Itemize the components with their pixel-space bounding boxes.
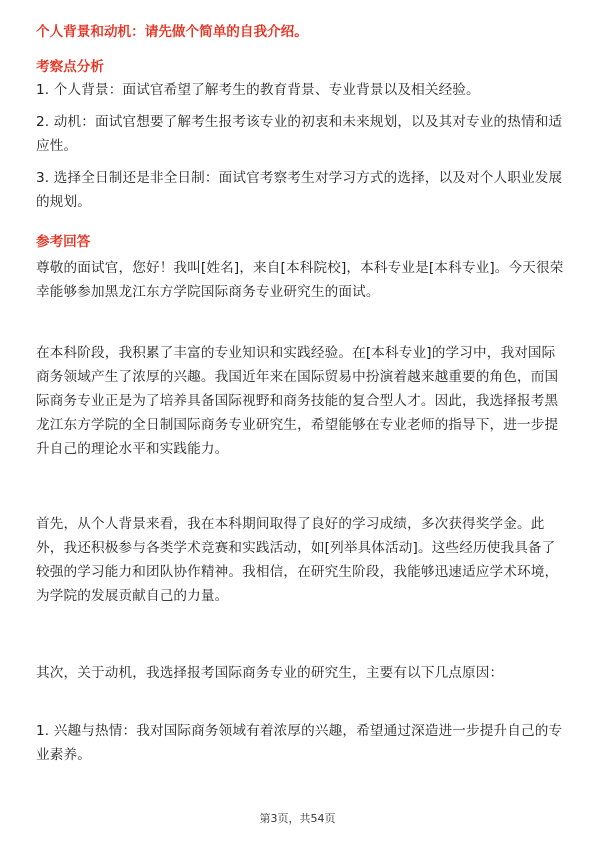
answer-paragraph: 其次，关于动机，我选择报考国际商务专业的研究生，主要有以下几点原因： — [36, 665, 504, 681]
question-heading: 个人背景和动机：请先做个简单的自我介绍。 — [36, 24, 308, 40]
answer-paragraph: 尊敬的面试官，您好！我叫[姓名]，来自[本科院校]，本科专业是[本科专业]。今天很荣幸能够参加黑龙江东方学院国际商务专业研究生的面试。 — [36, 260, 564, 300]
answer-paragraph: 首先，从个人背景来看，我在本科期间取得了良好的学习成绩，多次获得奖学金。此外，我还积极参与各类学术竞赛和实践活动，如[列举具体活动]。这些经历使我具备了较强的学习能力和团队协作精神。我相信，在研究生阶段，我能够迅速适应学术环境，为学院的发展贡献自己的力量。 — [36, 516, 559, 604]
page-number: 第3页，共54页 — [259, 812, 336, 825]
answer-paragraph: 在本科阶段，我积累了丰富的专业知识和实践经验。在[本科专业]的学习中，我对国际商务领域产生了浓厚的兴趣。我国近年来在国际贸易中扮演着越来越重要的角色，而国际商务专业正是为了培养具备国际视野和商务技能的复合型人才。因此，我选择报考黑龙江东方学院的全日制国际商务专业研究生，希望能够在专业老师的指导下，进一步提升自己的理论水平和实践能力。 — [36, 345, 559, 457]
analysis-item: 2. 动机：面试官想要了解考生报考该专业的初衷和未来规划，以及其对专业的热情和适应性。 — [36, 114, 563, 154]
answer-paragraph: 1. 兴趣与热情：我对国际商务领域有着浓厚的兴趣，希望通过深造进一步提升自己的专业素养。 — [36, 723, 563, 763]
analysis-item: 3. 选择全日制还是非全日制：面试官考察考生对学习方式的选择，以及对个人职业发展的规划。 — [36, 170, 563, 210]
analysis-heading: 考察点分析 — [36, 59, 104, 75]
answer-heading: 参考回答 — [36, 234, 91, 250]
analysis-item: 1. 个人背景：面试官希望了解考生的教育背景、专业背景以及相关经验。 — [36, 82, 480, 98]
